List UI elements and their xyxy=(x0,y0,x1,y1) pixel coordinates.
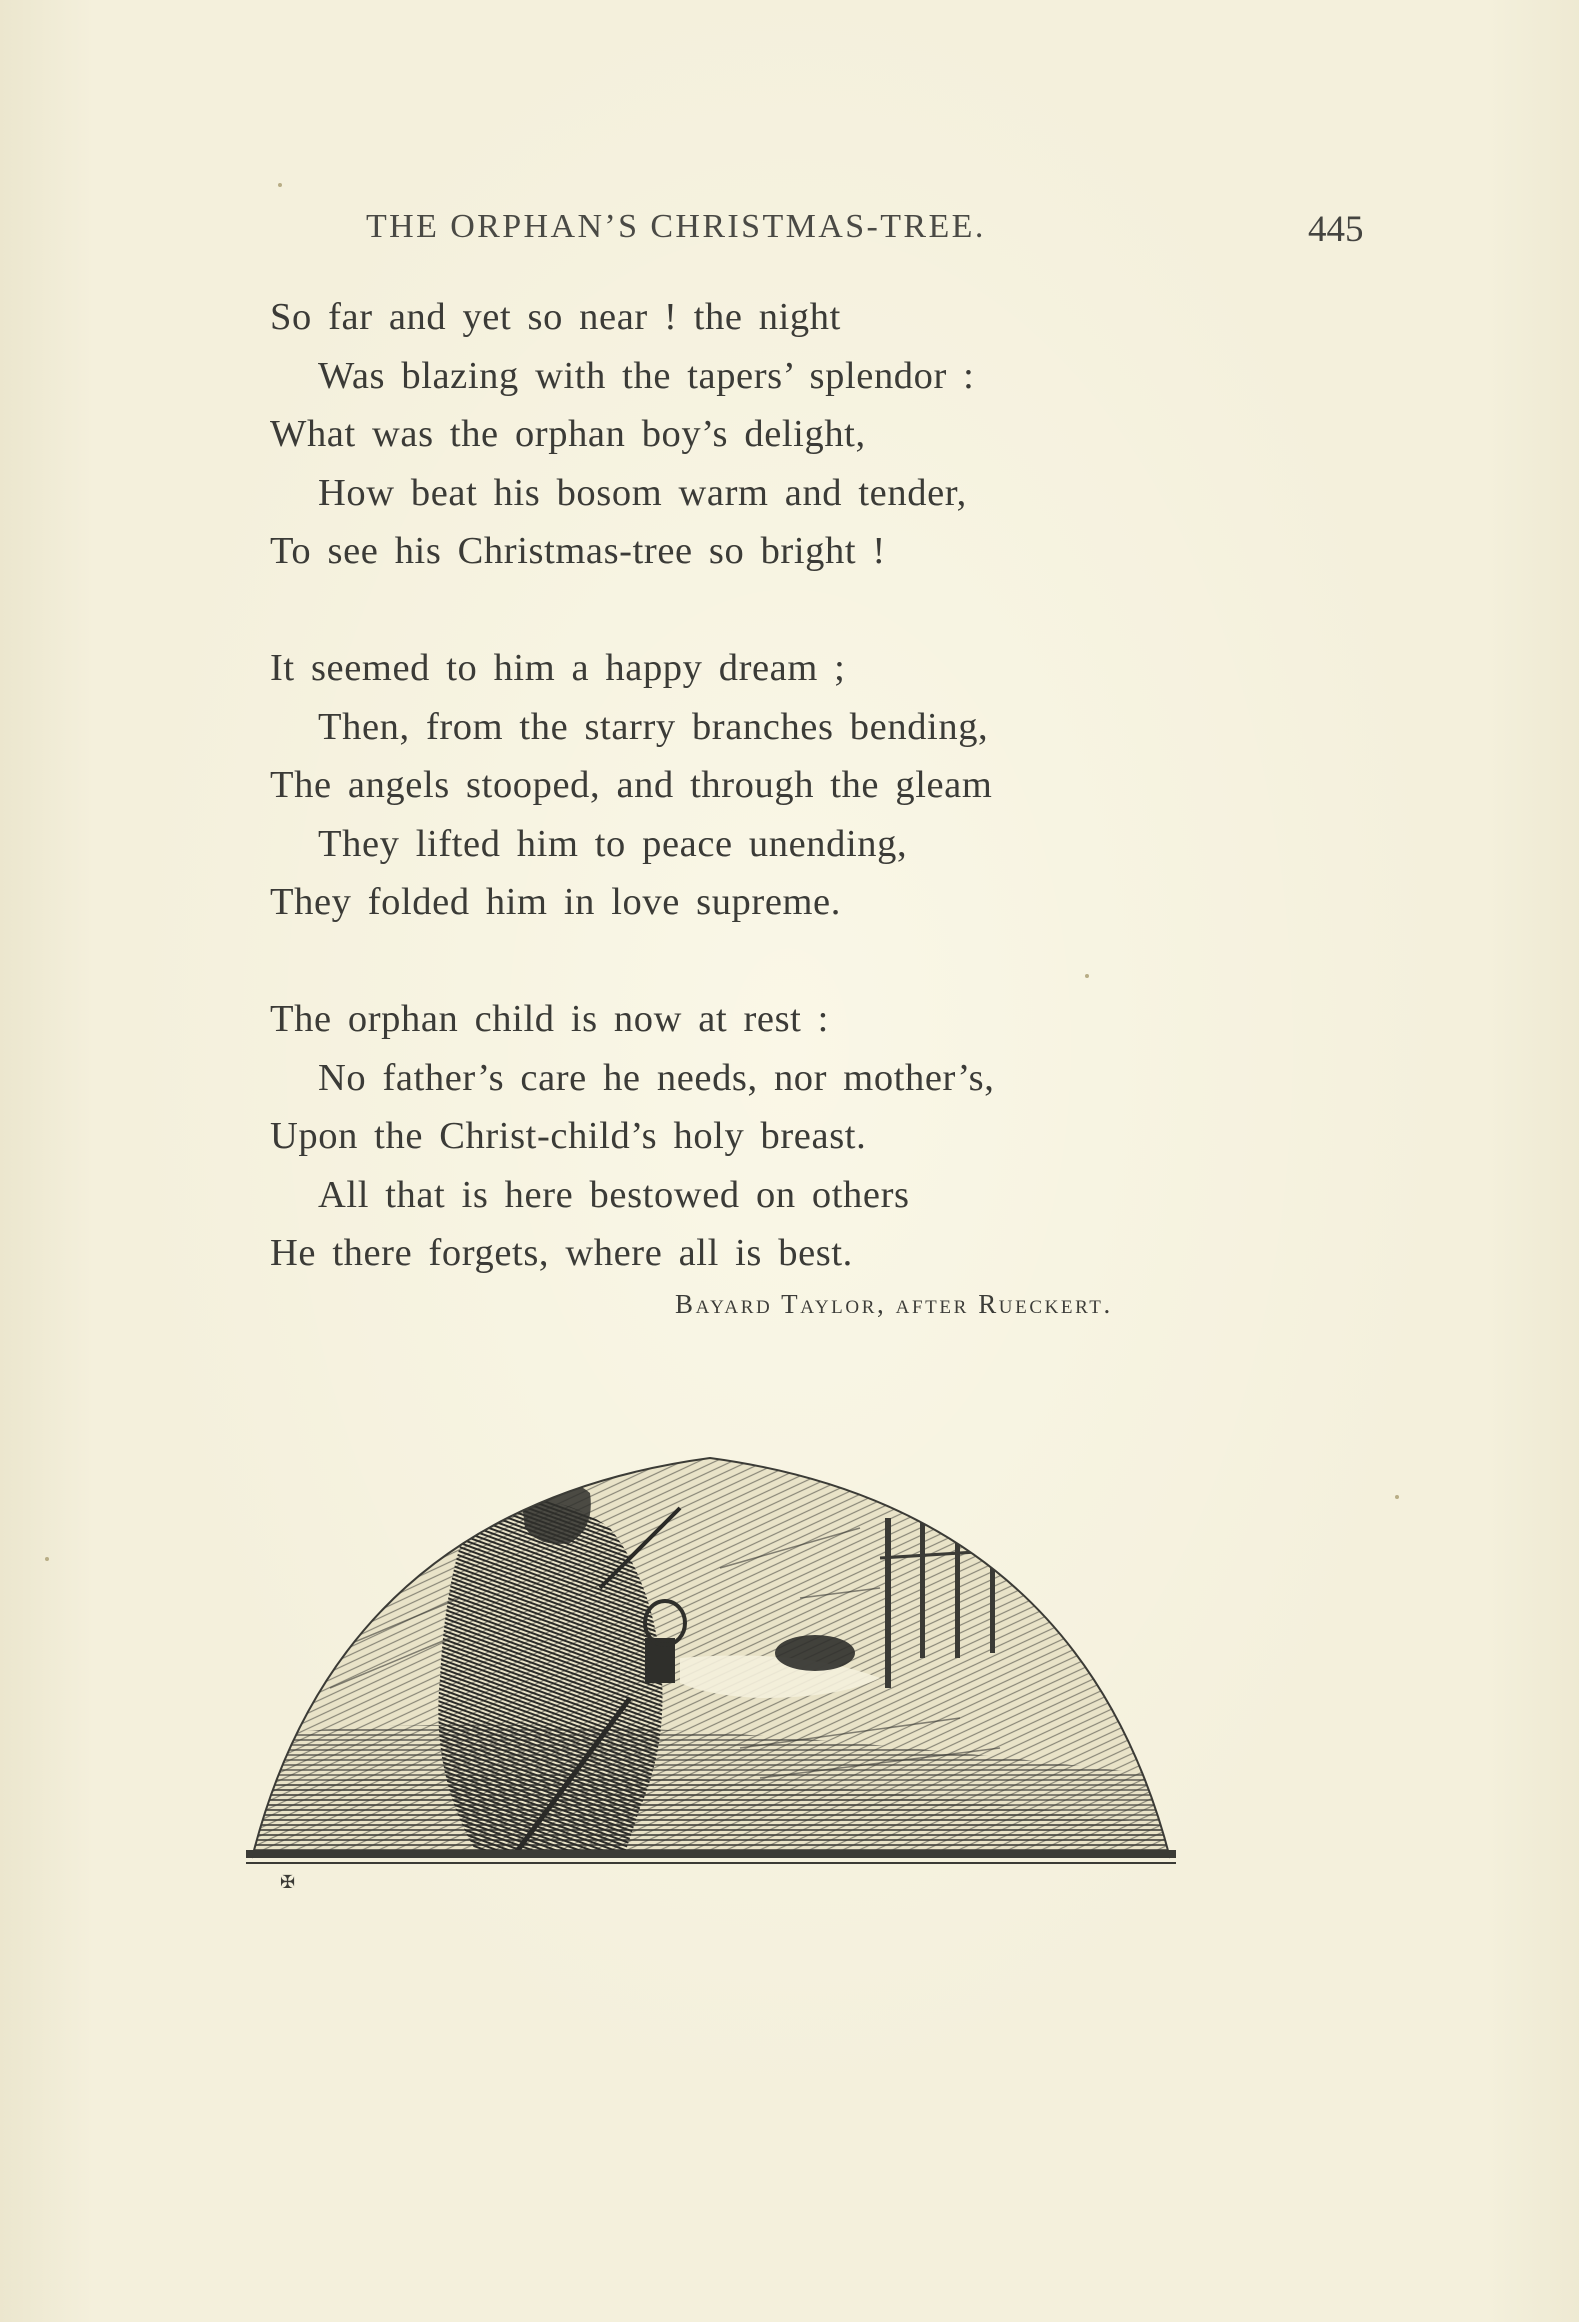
poem-line: How beat his bosom warm and tender, xyxy=(318,471,967,514)
poem-line: The orphan child is now at rest : xyxy=(270,997,829,1040)
poem-line: So far and yet so near ! the night xyxy=(270,296,841,338)
poem-line: No father’s care he needs, nor mother’s, xyxy=(318,1056,995,1099)
running-title: THE ORPHAN’S CHRISTMAS-TREE. xyxy=(366,208,986,245)
poem-line: He there forgets, where all is best. xyxy=(270,1232,853,1275)
poem-line: They folded him in love supreme. xyxy=(270,881,841,924)
poem xyxy=(270,288,1270,1341)
stanza-2 xyxy=(270,639,1270,932)
paper-speck xyxy=(45,1557,49,1561)
page-number: 445 xyxy=(1308,209,1364,250)
poem-line: It seemed to him a happy dream ; xyxy=(270,646,846,689)
poem-line: All that is here bestowed on others xyxy=(318,1173,910,1216)
poem-line: Then, from the starry branches bending, xyxy=(318,705,989,748)
attribution: Bayard Taylor, after Rueckert. xyxy=(675,1289,1113,1319)
stanza-1 xyxy=(270,288,1270,581)
paper-speck xyxy=(278,183,282,187)
paper-speck xyxy=(1085,974,1089,978)
poem-line: Upon the Christ-child’s holy breast. xyxy=(270,1115,867,1158)
poem-line: To see his Christmas-tree so bright ! xyxy=(270,530,886,573)
poem-line: What was the orphan boy’s delight, xyxy=(270,413,866,456)
engraved-vignette-icon xyxy=(240,1448,1180,1926)
poem-line: They lifted him to peace unending, xyxy=(318,822,908,865)
poem-line: Was blazing with the tapers’ splendor : xyxy=(318,354,975,397)
svg-text:✠: ✠ xyxy=(280,1872,296,1893)
paper-speck xyxy=(1395,1495,1399,1499)
running-head xyxy=(0,208,1579,252)
stanza-3 xyxy=(270,990,1270,1283)
poem-line: The angels stooped, and through the gleam xyxy=(270,764,993,807)
